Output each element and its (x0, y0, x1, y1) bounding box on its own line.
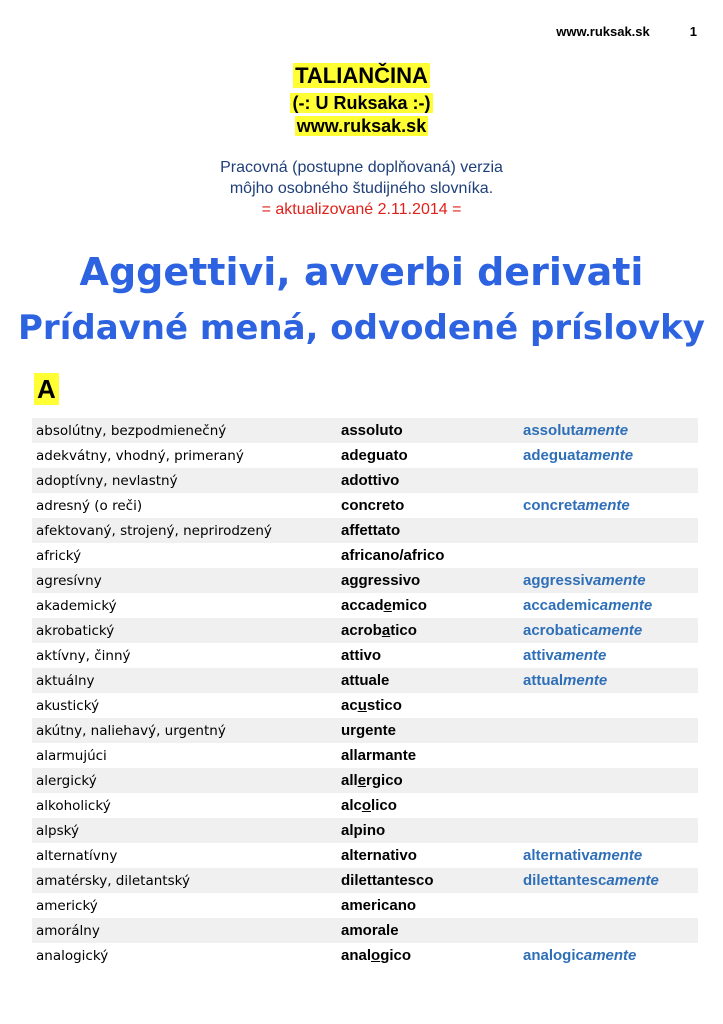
table-row (32, 568, 698, 593)
stress-mark: a (381, 622, 391, 639)
slovak-word: adekvátny, vhodný, primeraný (36, 447, 244, 464)
italian-adjective: africano/africo (341, 547, 445, 564)
italian-adverb: concretamente (523, 497, 630, 514)
italian-adjective: urgente (337, 718, 519, 743)
italian-adverb: analogicamente (523, 947, 637, 964)
table-row (32, 693, 698, 718)
slovak-word: africký (36, 547, 82, 564)
table-row (32, 618, 698, 643)
italian-adjective: assoluto (337, 418, 519, 443)
stress-mark: e (383, 597, 392, 614)
table-row (32, 593, 698, 618)
slovak-word: alergický (32, 768, 337, 793)
italian-adverb (519, 693, 698, 718)
vocabulary-table (32, 418, 698, 968)
adverb-suffix: amente (577, 497, 630, 514)
page-header (556, 24, 697, 39)
table-row (32, 643, 698, 668)
adverb-suffix: amente (593, 572, 646, 589)
italian-adverb (519, 893, 698, 918)
italian-adverb (519, 543, 698, 568)
italian-adjective: acustico (341, 697, 402, 714)
heading-italian: Aggettivi, avverbi derivati (79, 250, 644, 294)
italian-adjective: analogico (341, 947, 412, 964)
update-date: = aktualizované 2.11.2014 = (261, 201, 462, 218)
italian-adverb: acrobaticamente (519, 618, 698, 643)
italian-adjective: amorale (337, 918, 519, 943)
slovak-word: afektovaný, strojený, neprirodzený (32, 518, 337, 543)
adverb-suffix: amente (575, 422, 629, 439)
table-row (32, 718, 698, 743)
adverb-suffix: amente (599, 597, 653, 614)
italian-adverb: assolutamente (519, 418, 698, 443)
italian-adverb (519, 518, 698, 543)
italian-adjective: allarmante (341, 747, 417, 764)
table-row (32, 843, 698, 868)
slovak-word: akrobatický (32, 618, 337, 643)
italian-adjective: concreto (341, 497, 405, 514)
italian-adverb (519, 743, 698, 768)
slovak-word: alkoholický (36, 797, 111, 814)
table-row (32, 943, 698, 968)
italian-adverb: aggressivamente (519, 568, 698, 593)
adverb-suffix: mente (563, 672, 608, 689)
italian-adjective: affettato (337, 518, 519, 543)
slovak-word: absolútny, bezpodmienečný (32, 418, 337, 443)
adverb-suffix: amente (580, 447, 634, 464)
adverb-suffix: amente (589, 847, 643, 864)
table-row (32, 518, 698, 543)
italian-adjective: allergico (337, 768, 519, 793)
table-row (32, 493, 698, 518)
table-row (32, 818, 698, 843)
adverb-suffix: amente (606, 872, 659, 889)
italian-adjective: accademico (341, 597, 427, 614)
table-row (32, 543, 698, 568)
table-row (32, 443, 698, 468)
slovak-word: amorálny (32, 918, 337, 943)
italian-adverb (519, 818, 698, 843)
italian-adjective: acrobatico (337, 618, 519, 643)
slovak-word: aktívny, činný (36, 647, 131, 664)
italian-adverb: accademicamente (523, 597, 653, 614)
stress-mark: o (361, 797, 372, 814)
stress-mark: u (357, 697, 367, 714)
table-row (32, 918, 698, 943)
italian-adjective: americano (341, 897, 417, 914)
adverb-suffix: amente (553, 647, 607, 664)
slovak-word: agresívny (32, 568, 337, 593)
italian-adverb (519, 718, 698, 743)
italian-adjective: dilettantesco (337, 868, 519, 893)
italian-adjective: adottivo (337, 468, 519, 493)
italian-adverb (519, 793, 698, 818)
subtitle-line-1: Pracovná (postupne doplňovaná) verzia (220, 159, 503, 176)
slovak-word: akustický (36, 697, 100, 714)
slovak-word: americký (36, 897, 98, 914)
slovak-word: aktuálny (32, 668, 337, 693)
stress-mark: e (357, 772, 367, 789)
subtitle-line-2: môjho osobného študijného slovníka. (229, 180, 494, 197)
table-row (32, 743, 698, 768)
table-row (32, 668, 698, 693)
italian-adjective: aggressivo (337, 568, 519, 593)
adverb-suffix: amente (583, 947, 637, 964)
slovak-word: alarmujúci (36, 747, 107, 764)
stress-mark: o (371, 947, 381, 964)
italian-adverb (519, 468, 698, 493)
heading-slovak: Prídavné mená, odvodené príslovky (18, 308, 705, 348)
italian-adverb: attivamente (523, 647, 607, 664)
italian-adverb: dilettantescamente (519, 868, 698, 893)
table-row (32, 868, 698, 893)
italian-adjective: attivo (341, 647, 382, 664)
section-letter: A (34, 373, 59, 405)
adverb-suffix: amente (589, 622, 643, 639)
italian-adjective: alternativo (341, 847, 417, 864)
header-site: www.ruksak.sk (556, 24, 650, 39)
slovak-word: analogický (36, 947, 109, 964)
slovak-word: amatérsky, diletantský (32, 868, 337, 893)
italian-adverb: alternativamente (523, 847, 643, 864)
table-row (32, 768, 698, 793)
table-row (32, 793, 698, 818)
title-line-3: www.ruksak.sk (296, 116, 427, 136)
italian-adverb: adeguatamente (523, 447, 634, 464)
page-number: 1 (689, 24, 697, 39)
italian-adverb: attualmente (519, 668, 698, 693)
italian-adjective: alcolico (341, 797, 397, 814)
slovak-word: alternatívny (36, 847, 118, 864)
slovak-word: adoptívny, nevlastný (32, 468, 337, 493)
table-row (32, 893, 698, 918)
slovak-word: alpský (32, 818, 337, 843)
italian-adverb (519, 768, 698, 793)
title-line-1: TALIANČINA (295, 63, 428, 88)
italian-adjective: attuale (337, 668, 519, 693)
slovak-word: akútny, naliehavý, urgentný (32, 718, 337, 743)
table-row (32, 468, 698, 493)
slovak-word: akademický (36, 597, 117, 614)
table-row (32, 418, 698, 443)
italian-adjective: alpino (337, 818, 519, 843)
italian-adjective: adeguato (341, 447, 408, 464)
title-line-2: (-: U Ruksaka :-) (292, 93, 431, 113)
slovak-word: adresný (o reči) (36, 497, 143, 514)
italian-adverb (519, 918, 698, 943)
